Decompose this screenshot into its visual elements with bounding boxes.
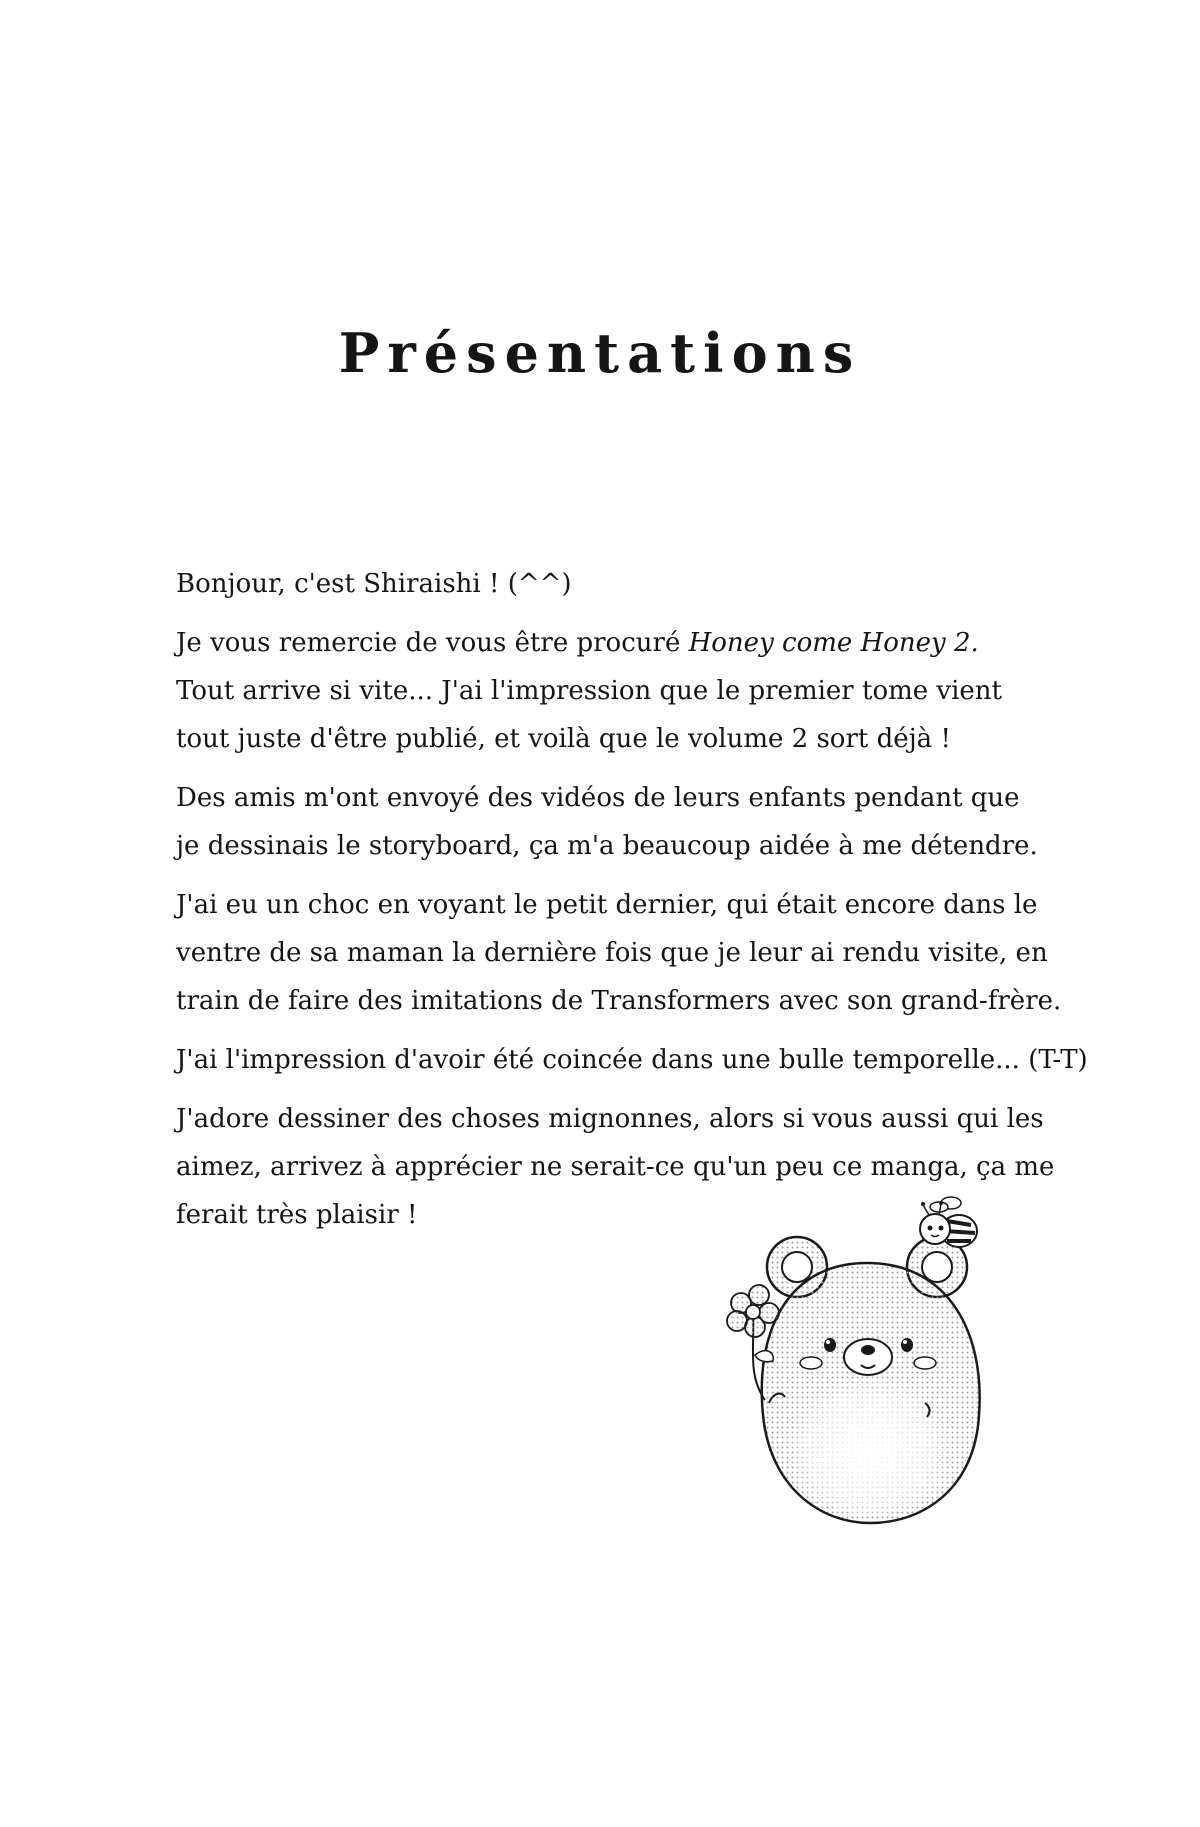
paragraph-line: J'ai l'impression d'avoir été coincée dans une bulle temporelle... (T-T) (176, 1045, 1088, 1075)
paragraph-line: tout juste d'être publié, et voilà que le volume 2 sort déjà ! (176, 724, 951, 754)
paragraph-line: je dessinais le storyboard, ça m'a beaucoup aidée à me détendre. (176, 831, 1038, 861)
bear-body (762, 1263, 980, 1523)
paragraph-line: J'ai eu un choc en voyant le petit dernier, qui était encore dans le (176, 890, 1038, 920)
paragraph-line: train de faire des imitations de Transformers avec son grand-frère. (176, 986, 1062, 1016)
paragraph-line: ventre de sa maman la dernière fois que je leur ai rendu visite, en (176, 938, 1048, 968)
bear-with-flower-and-bee-icon (725, 1195, 1035, 1535)
paragraph-line: J'adore dessiner des choses mignonnes, alors si vous aussi qui les (176, 1104, 1044, 1134)
paragraph-line: aimez, arrivez à apprécier ne serait-ce qu'un peu ce manga, ça me (176, 1152, 1055, 1182)
bee-icon (920, 1197, 977, 1247)
paragraph-line: Bonjour, c'est Shiraishi ! (^^) (176, 569, 572, 599)
paragraph-line: Tout arrive si vite... J'ai l'impression que le premier tome vient (176, 676, 1002, 706)
paragraph-line (176, 625, 979, 661)
book-title: Honey come Honey 2. (688, 628, 979, 658)
paragraph-line: ferait très plaisir ! (176, 1200, 418, 1230)
paragraph-line-text: Je vous remercie de vous être procuré (176, 628, 681, 658)
paragraph-line: Des amis m'ont envoyé des vidéos de leurs enfants pendant que (176, 783, 1020, 813)
page-title: Présentations (338, 321, 862, 385)
